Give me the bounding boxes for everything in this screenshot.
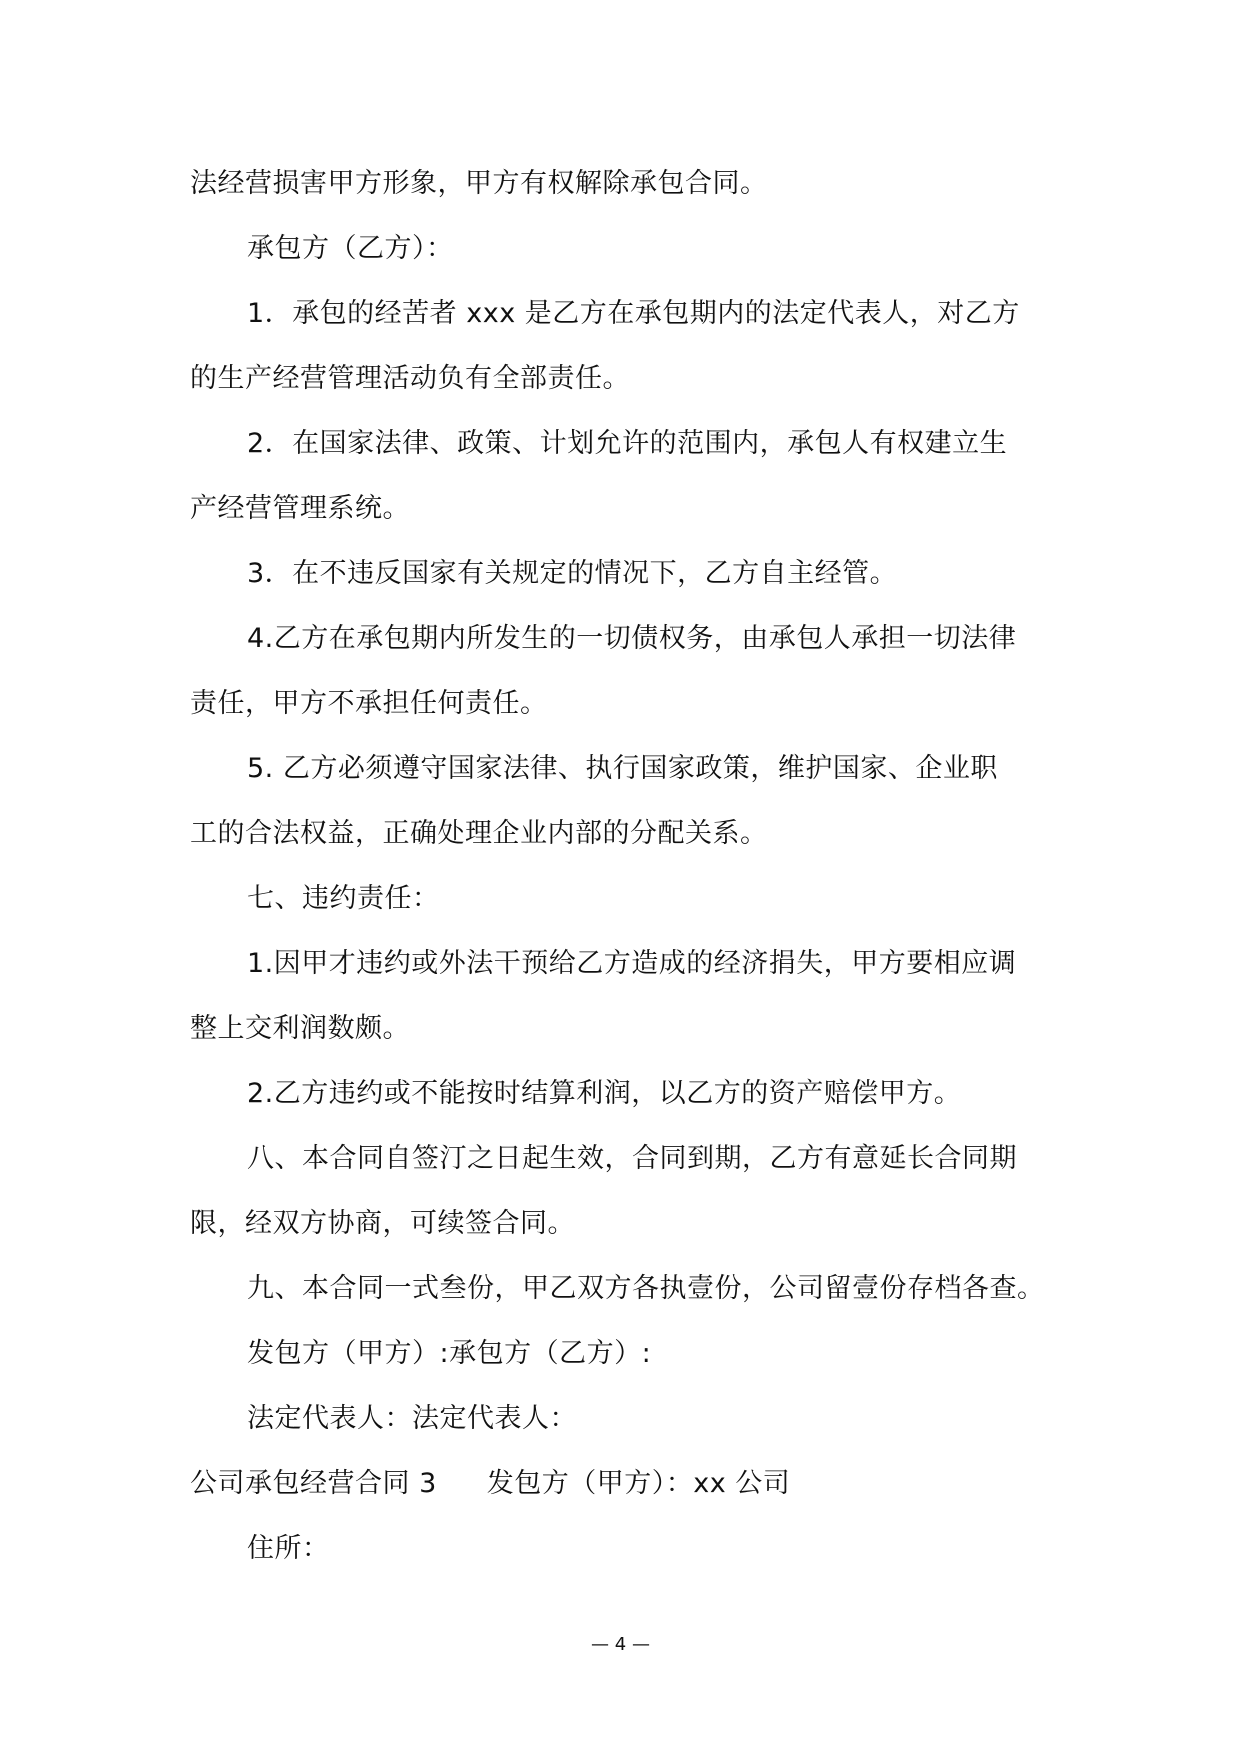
text-line-21: 住所： <box>247 1533 330 1564</box>
text-line-14: 整上交利润数颇。 <box>190 1013 410 1044</box>
text-line-3: 1．承包的经苦者 xxx 是乙方在承包期内的法定代表人，对乙方 <box>247 298 1020 329</box>
text-line-1: 法经营损害甲方形象，甲方有权解除承包合同。 <box>190 168 768 199</box>
text-line-15: 2.乙方违约或不能按时结算利润，以乙方的资产赔偿甲方。 <box>247 1078 962 1109</box>
text-line-20: 法定代表人：法定代表人： <box>247 1403 577 1434</box>
contract-heading-title: 公司承包经营合同 3 <box>190 1468 437 1499</box>
text-line-10: 5. 乙方必须遵守国家法律、执行国家政策，维护国家、企业职 <box>247 753 998 784</box>
text-line-4: 的生产经营管理活动负有全部责任。 <box>190 363 630 394</box>
text-line-11: 工的合法权益，正确处理企业内部的分配关系。 <box>190 818 768 849</box>
text-line-18: 九、本合同一式叁份，甲乙双方各执壹份，公司留壹份存档各查。 <box>247 1273 1045 1304</box>
text-line-6: 产经营管理系统。 <box>190 493 410 524</box>
contract-heading-line <box>190 1467 790 1501</box>
text-line-7: 3．在不违反国家有关规定的情况下，乙方自主经管。 <box>247 558 898 589</box>
text-line-13: 1.因甲才违约或外法干预给乙方造成的经济捐失，甲方要相应调 <box>247 948 1017 979</box>
text-line-19: 发包方（甲方）:承包方（乙方）: <box>247 1338 652 1369</box>
text-line-2: 承包方（乙方）： <box>247 233 454 264</box>
text-line-8: 4.乙方在承包期内所发生的一切债权务，由承包人承担一切法律 <box>247 623 1017 654</box>
text-line-5: 2．在国家法律、政策、计划允许的范围内，承包人有权建立生 <box>247 428 1008 459</box>
text-line-12: 七、违约责任： <box>247 883 440 914</box>
text-line-9: 责任，甲方不承担任何责任。 <box>190 688 548 719</box>
text-line-16: 八、本合同自签汀之日起生效，合同到期，乙方有意延长合同期 <box>247 1143 1017 1174</box>
contract-heading-party: 发包方（甲方）：xx 公司 <box>486 1468 791 1499</box>
text-line-17: 限，经双方协商，可续签合同。 <box>190 1208 575 1239</box>
page-number: — 4 — <box>591 1634 650 1655</box>
